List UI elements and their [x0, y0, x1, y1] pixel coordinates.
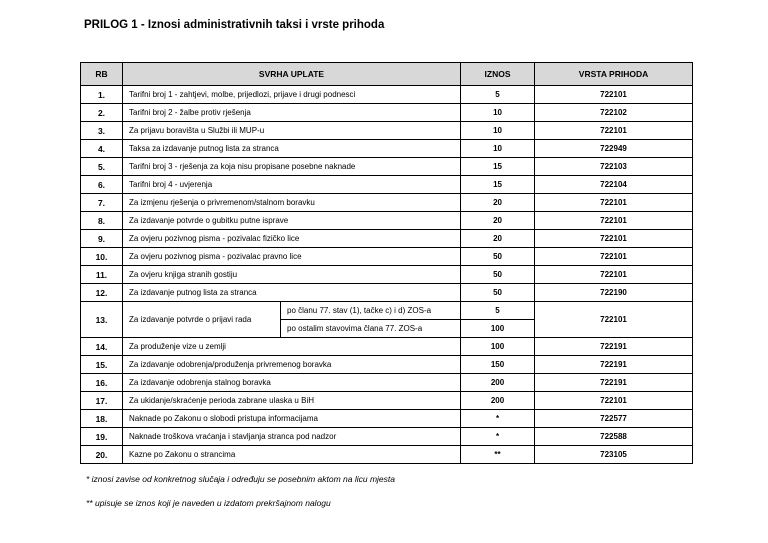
row-purpose: Za ovjeru pozivnog pisma - pozivalac fizičko lice: [123, 230, 461, 248]
table-row: [81, 392, 693, 410]
row-number: 12.: [81, 284, 123, 302]
row-number: 19.: [81, 428, 123, 446]
row-amount: 15: [461, 158, 535, 176]
table-row: [81, 212, 693, 230]
row-amount: 20: [461, 212, 535, 230]
row-number: 6.: [81, 176, 123, 194]
row-number: 13.: [81, 302, 123, 338]
row-revenue-type: 722101: [535, 266, 693, 284]
table-row: [81, 338, 693, 356]
row-purpose: Za ovjeru knjiga stranih gostiju: [123, 266, 461, 284]
row-purpose: Taksa za izdavanje putnog lista za stranca: [123, 140, 461, 158]
table-row: [81, 266, 693, 284]
row-amount: 50: [461, 248, 535, 266]
row-amount: 200: [461, 392, 535, 410]
table-row: [81, 284, 693, 302]
table-row: [81, 428, 693, 446]
row-purpose: Za izdavanje putnog lista za stranca: [123, 284, 461, 302]
row-amount: 10: [461, 140, 535, 158]
table-row: [81, 86, 693, 104]
row-number: 17.: [81, 392, 123, 410]
row-revenue-type: 722101: [535, 194, 693, 212]
row-purpose: Tarifni broj 2 - žalbe protiv rješenja: [123, 104, 461, 122]
row-amount: 20: [461, 194, 535, 212]
table-header-row: [81, 63, 693, 86]
header-rb: RB: [81, 63, 123, 86]
footnote-double-star: ** upisuje se iznos koji je naveden u izdatom prekršajnom nalogu: [86, 498, 331, 508]
document-title: PRILOG 1 - Iznosi administrativnih taksi i vrste prihoda: [84, 19, 385, 31]
row-amount: 10: [461, 122, 535, 140]
row-number: 7.: [81, 194, 123, 212]
table-row: [81, 446, 693, 464]
row-sub-purpose: po ostalim stavovima člana 77. ZOS-a: [281, 320, 461, 338]
row-revenue-type: 722101: [535, 392, 693, 410]
table-row: [81, 104, 693, 122]
row-number: 5.: [81, 158, 123, 176]
row-number: 11.: [81, 266, 123, 284]
row-revenue-type: 722949: [535, 140, 693, 158]
table-row: [81, 302, 693, 320]
row-revenue-type: 722101: [535, 86, 693, 104]
row-number: 8.: [81, 212, 123, 230]
row-purpose: Za prijavu boravišta u Službi ili MUP-u: [123, 122, 461, 140]
row-amount: 100: [461, 320, 535, 338]
row-number: 1.: [81, 86, 123, 104]
row-revenue-type: 722191: [535, 356, 693, 374]
row-purpose: Za produženje vize u zemlji: [123, 338, 461, 356]
footnote-single-star: * iznosi zavise od konkretnog slučaja i određuju se posebnim aktom na licu mjesta: [86, 474, 395, 484]
row-purpose: Za ukidanje/skraćenje perioda zabrane ulaska u BiH: [123, 392, 461, 410]
row-amount: 50: [461, 284, 535, 302]
row-amount: *: [461, 410, 535, 428]
row-amount: 50: [461, 266, 535, 284]
row-revenue-type: 722101: [535, 212, 693, 230]
row-purpose: Za izdavanje odobrenja/produženja privremenog boravka: [123, 356, 461, 374]
row-purpose: Za izdavanje odobrenja stalnog boravka: [123, 374, 461, 392]
row-sub-purpose: po članu 77. stav (1), tačke c) i d) ZOS-a: [281, 302, 461, 320]
table-row: [81, 140, 693, 158]
row-amount: 200: [461, 374, 535, 392]
row-purpose: Za izdavanje potvrde o prijavi rada: [123, 302, 281, 338]
row-revenue-type: 722101: [535, 248, 693, 266]
row-number: 9.: [81, 230, 123, 248]
table-row: [81, 176, 693, 194]
table-row: [81, 122, 693, 140]
row-amount: 150: [461, 356, 535, 374]
row-revenue-type: 722577: [535, 410, 693, 428]
row-purpose: Za ovjeru pozivnog pisma - pozivalac pravno lice: [123, 248, 461, 266]
row-revenue-type: 722588: [535, 428, 693, 446]
row-amount: 100: [461, 338, 535, 356]
row-revenue-type: 722190: [535, 284, 693, 302]
row-purpose: Kazne po Zakonu o strancima: [123, 446, 461, 464]
row-purpose: Tarifni broj 3 - rješenja za koja nisu propisane posebne naknade: [123, 158, 461, 176]
header-iznos: IZNOS: [461, 63, 535, 86]
row-revenue-type: 723105: [535, 446, 693, 464]
row-purpose: Tarifni broj 1 - zahtjevi, molbe, prijedlozi, prijave i drugi podnesci: [123, 86, 461, 104]
row-revenue-type: 722191: [535, 338, 693, 356]
row-revenue-type: 722101: [535, 302, 693, 338]
table-row: [81, 230, 693, 248]
row-amount: **: [461, 446, 535, 464]
row-amount: 15: [461, 176, 535, 194]
row-revenue-type: 722101: [535, 122, 693, 140]
table-row: [81, 158, 693, 176]
row-purpose: Za izdavanje potvrde o gubitku putne isprave: [123, 212, 461, 230]
row-number: 10.: [81, 248, 123, 266]
row-amount: 20: [461, 230, 535, 248]
row-purpose: Naknade troškova vraćanja i stavljanja stranca pod nadzor: [123, 428, 461, 446]
table-row: [81, 410, 693, 428]
row-purpose: Naknade po Zakonu o slobodi pristupa informacijama: [123, 410, 461, 428]
table-row: [81, 194, 693, 212]
row-number: 4.: [81, 140, 123, 158]
row-revenue-type: 722191: [535, 374, 693, 392]
row-number: 2.: [81, 104, 123, 122]
row-number: 16.: [81, 374, 123, 392]
row-number: 14.: [81, 338, 123, 356]
row-amount: 5: [461, 86, 535, 104]
header-vrsta-prihoda: VRSTA PRIHODA: [535, 63, 693, 86]
row-number: 3.: [81, 122, 123, 140]
table-row: [81, 356, 693, 374]
row-purpose: Za izmjenu rješenja o privremenom/stalnom boravku: [123, 194, 461, 212]
row-amount: 10: [461, 104, 535, 122]
table-row: [81, 374, 693, 392]
header-svrha-uplate: SVRHA UPLATE: [123, 63, 461, 86]
row-number: 20.: [81, 446, 123, 464]
row-number: 15.: [81, 356, 123, 374]
row-number: 18.: [81, 410, 123, 428]
row-revenue-type: 722101: [535, 230, 693, 248]
table-row: [81, 248, 693, 266]
row-revenue-type: 722104: [535, 176, 693, 194]
row-revenue-type: 722103: [535, 158, 693, 176]
row-amount: *: [461, 428, 535, 446]
row-purpose: Tarifni broj 4 - uvjerenja: [123, 176, 461, 194]
row-revenue-type: 722102: [535, 104, 693, 122]
row-amount: 5: [461, 302, 535, 320]
fees-table: [80, 62, 693, 464]
